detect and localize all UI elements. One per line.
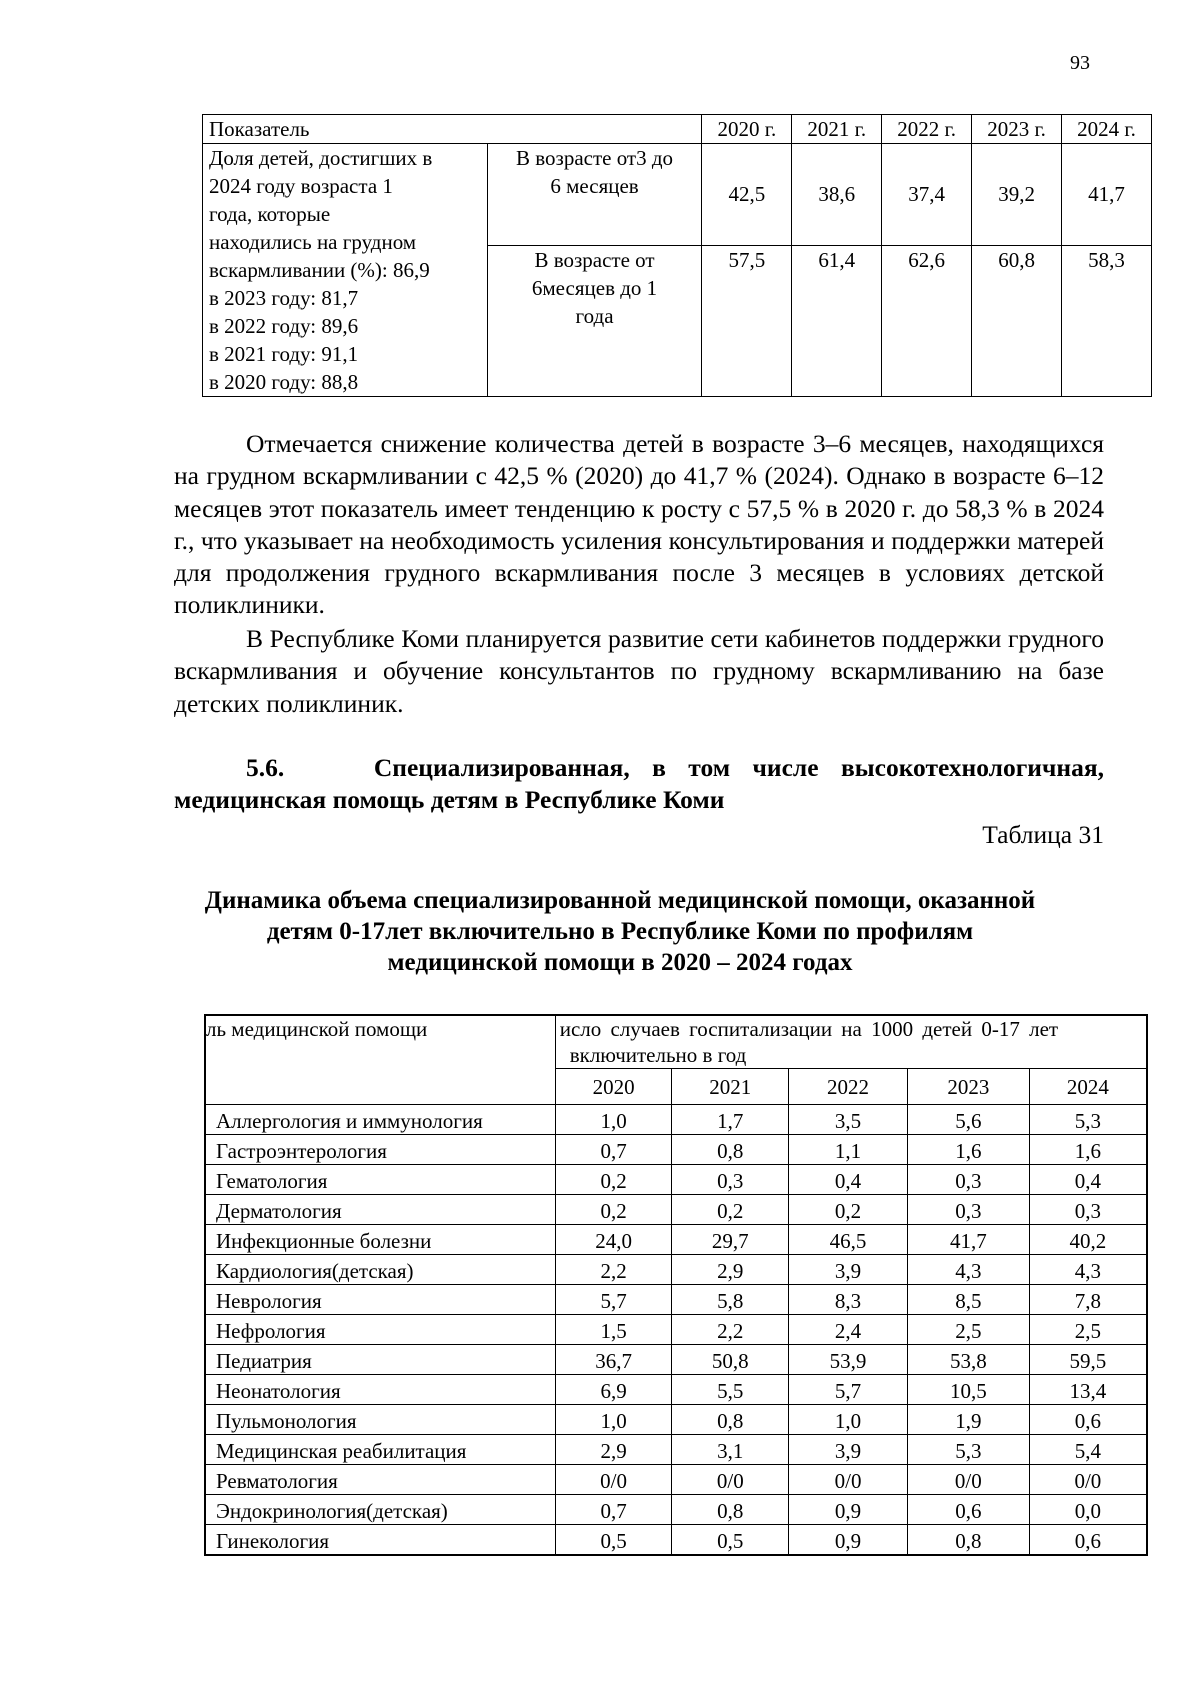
value-cell: 6,9 <box>555 1375 672 1405</box>
value-cell: 8,5 <box>907 1285 1029 1315</box>
value-cell: 53,9 <box>789 1345 908 1375</box>
value-cell: 0,5 <box>555 1525 672 1555</box>
age-line: В возрасте от <box>534 247 655 272</box>
value-cell: 41,7 <box>907 1225 1029 1255</box>
value-cell: 0,3 <box>907 1195 1029 1225</box>
profile-cell: Ревматология <box>205 1465 555 1495</box>
value-cell: 3,9 <box>789 1255 908 1285</box>
table-header-row <box>203 115 1152 144</box>
value-cell: 2,2 <box>555 1255 672 1285</box>
age-group-cell <box>487 245 702 396</box>
indicator-cell <box>203 144 488 397</box>
table-row <box>205 1495 1147 1525</box>
profile-cell: Эндокринология(детская) <box>205 1495 555 1525</box>
table-title-line: медицинской помощи в 2020 – 2024 годах <box>387 949 853 976</box>
value-cell: 0/0 <box>789 1465 908 1495</box>
value-cell: 1,6 <box>907 1135 1029 1165</box>
age-group-cell <box>487 144 702 246</box>
header-year: 2021 г. <box>792 115 882 144</box>
section-number: 5.6. <box>246 753 285 782</box>
value-cell: 1,1 <box>789 1135 908 1165</box>
value-cell: 1,0 <box>555 1405 672 1435</box>
paragraph-text: В Республике Коми планируется развитие сети кабинетов поддержки грудного вскармливания и обучение консультантов по грудному вскармливанию на базе детских поликлиник. <box>174 624 1104 718</box>
profile-cell: Медицинская реабилитация <box>205 1435 555 1465</box>
value-cell: 57,5 <box>702 245 792 396</box>
page-number: 93 <box>1070 52 1090 74</box>
value-cell: 1,5 <box>555 1315 672 1345</box>
profile-cell: Неонатология <box>205 1375 555 1405</box>
value-cell: 0/0 <box>672 1465 789 1495</box>
value-cell: 0,2 <box>555 1165 672 1195</box>
table-row <box>205 1375 1147 1405</box>
value-cell: 0,3 <box>907 1165 1029 1195</box>
value-cell: 0,8 <box>672 1405 789 1435</box>
value-cell: 5,7 <box>789 1375 908 1405</box>
age-line: 6месяцев до 1 <box>531 275 658 300</box>
profile-cell: Нефрология <box>205 1315 555 1345</box>
table-title <box>120 885 1120 978</box>
value-cell: 38,6 <box>792 144 882 246</box>
header-indicator: Показатель <box>203 115 702 144</box>
value-cell: 37,4 <box>882 144 972 246</box>
table-row <box>205 1165 1147 1195</box>
section-title: Специализированная, в том числе высокотехнологичная, медицинская помощь детям в Республике Коми <box>174 753 1104 814</box>
table-header-row <box>205 1015 1147 1069</box>
header-year: 2020 г. <box>702 115 792 144</box>
value-cell: 2,2 <box>672 1315 789 1345</box>
value-cell: 1,9 <box>907 1405 1029 1435</box>
value-cell: 3,5 <box>789 1105 908 1135</box>
table-title-line: детям 0-17лет включительно в Республике Коми по профилям <box>266 918 974 945</box>
profile-cell: Инфекционные болезни <box>205 1225 555 1255</box>
value-cell: 0/0 <box>555 1465 672 1495</box>
table-row <box>205 1255 1147 1285</box>
header-cases <box>555 1015 1147 1069</box>
value-cell: 0,8 <box>907 1525 1029 1555</box>
value-cell: 40,2 <box>1029 1225 1147 1255</box>
value-cell: 5,6 <box>907 1105 1029 1135</box>
indicator-line: в 2022 году: 89,6 <box>209 314 359 338</box>
value-cell: 5,3 <box>907 1435 1029 1465</box>
table-row <box>205 1195 1147 1225</box>
value-cell: 2,5 <box>907 1315 1029 1345</box>
value-cell: 2,4 <box>789 1315 908 1345</box>
value-cell: 4,3 <box>907 1255 1029 1285</box>
header-year: 2022 <box>789 1069 908 1105</box>
table-label: Таблица 31 <box>982 820 1104 849</box>
indicator-line: в 2023 году: 81,7 <box>209 286 359 310</box>
profile-cell: Гинекология <box>205 1525 555 1555</box>
hospitalization-table <box>204 1014 1148 1556</box>
header-year: 2024 г. <box>1062 115 1152 144</box>
value-cell: 0,5 <box>672 1525 789 1555</box>
value-cell: 29,7 <box>672 1225 789 1255</box>
table-row <box>203 144 1152 246</box>
profile-cell: Дерматология <box>205 1195 555 1225</box>
section-heading <box>174 752 1104 816</box>
header-year: 2023 <box>907 1069 1029 1105</box>
age-line: 6 месяцев <box>550 174 639 198</box>
value-cell: 0/0 <box>1029 1465 1147 1495</box>
value-cell: 41,7 <box>1062 144 1152 246</box>
value-cell: 0,7 <box>555 1495 672 1525</box>
table-row <box>205 1315 1147 1345</box>
indicator-line: Доля детей, достигших в <box>209 146 433 170</box>
value-cell: 0,6 <box>1029 1525 1147 1555</box>
value-cell: 5,8 <box>672 1285 789 1315</box>
value-cell: 0,4 <box>789 1165 908 1195</box>
table-row <box>205 1405 1147 1435</box>
indicator-line: вскармливании (%): 86,9 <box>209 258 430 282</box>
profile-cell: Педиатрия <box>205 1345 555 1375</box>
value-cell: 50,8 <box>672 1345 789 1375</box>
value-cell: 0,0 <box>1029 1495 1147 1525</box>
value-cell: 2,9 <box>555 1435 672 1465</box>
header-year: 2023 г. <box>972 115 1062 144</box>
age-line: года <box>575 303 614 328</box>
value-cell: 4,3 <box>1029 1255 1147 1285</box>
value-cell: 1,7 <box>672 1105 789 1135</box>
value-cell: 0,7 <box>555 1135 672 1165</box>
breastfeeding-table <box>202 114 1152 397</box>
table-row <box>205 1345 1147 1375</box>
indicator-line: 2024 году возраста 1 <box>209 174 393 198</box>
value-cell: 1,6 <box>1029 1135 1147 1165</box>
value-cell: 0,6 <box>907 1495 1029 1525</box>
paragraph-komi-plans <box>174 623 1104 720</box>
profile-cell: Гастроэнтерология <box>205 1135 555 1165</box>
value-cell: 53,8 <box>907 1345 1029 1375</box>
value-cell: 61,4 <box>792 245 882 396</box>
indicator-line: года, которые <box>209 202 331 226</box>
value-cell: 8,3 <box>789 1285 908 1315</box>
age-line: В возрасте от3 до <box>516 146 674 170</box>
profile-cell: Гематология <box>205 1165 555 1195</box>
indicator-line: находились на грудном <box>209 230 417 254</box>
value-cell: 0,4 <box>1029 1165 1147 1195</box>
value-cell: 58,3 <box>1062 245 1152 396</box>
profile-cell: Кардиология(детская) <box>205 1255 555 1285</box>
value-cell: 0,3 <box>672 1165 789 1195</box>
value-cell: 1,0 <box>789 1405 908 1435</box>
header-year: 2021 <box>672 1069 789 1105</box>
value-cell: 0,6 <box>1029 1405 1147 1435</box>
table-body <box>205 1105 1147 1555</box>
value-cell: 0,2 <box>672 1195 789 1225</box>
value-cell: 7,8 <box>1029 1285 1147 1315</box>
table-row <box>205 1465 1147 1495</box>
paragraph-breastfeeding-trend <box>174 428 1104 622</box>
header-year: 2020 <box>555 1069 672 1105</box>
profile-cell: Неврология <box>205 1285 555 1315</box>
table-row <box>205 1285 1147 1315</box>
header-year: 2024 <box>1029 1069 1147 1105</box>
profile-cell: Аллергология и иммунология <box>205 1105 555 1135</box>
table-row <box>205 1435 1147 1465</box>
value-cell: 0,3 <box>1029 1195 1147 1225</box>
header-profile <box>205 1015 555 1105</box>
paragraph-text: Отмечается снижение количества детей в возрасте 3–6 месяцев, находящихся на грудном вскармливании с 42,5 % (2020) до 41,7 % (2024). Однако в возрасте 6–12 месяцев этот показатель имеет тенденцию к росту с 57,5 % в 2020 г. до 58,3 % в 2024 г., что указывает на необходимость усиления консультирования и поддержки матерей для продолжения грудного вскармливания после 3 месяцев в условиях детской поликлиники. <box>174 429 1104 620</box>
value-cell: 5,4 <box>1029 1435 1147 1465</box>
value-cell: 5,7 <box>555 1285 672 1315</box>
value-cell: 46,5 <box>789 1225 908 1255</box>
value-cell: 0,9 <box>789 1525 908 1555</box>
value-cell: 0,2 <box>555 1195 672 1225</box>
value-cell: 5,3 <box>1029 1105 1147 1135</box>
indicator-line: в 2020 году: 88,8 <box>209 370 359 394</box>
value-cell: 36,7 <box>555 1345 672 1375</box>
value-cell: 62,6 <box>882 245 972 396</box>
indicator-line: в 2021 году: 91,1 <box>209 342 359 366</box>
value-cell: 59,5 <box>1029 1345 1147 1375</box>
value-cell: 10,5 <box>907 1375 1029 1405</box>
header-cases-line: исло случаев госпитализации на 1000 детей 0-17 лет <box>559 1017 1059 1041</box>
value-cell: 24,0 <box>555 1225 672 1255</box>
value-cell: 13,4 <box>1029 1375 1147 1405</box>
value-cell: 0,8 <box>672 1135 789 1165</box>
profile-cell: Пульмонология <box>205 1405 555 1435</box>
header-year: 2022 г. <box>882 115 972 144</box>
table-title-line: Динамика объема специализированной медицинской помощи, оказанной <box>204 887 1036 914</box>
table-row <box>205 1135 1147 1165</box>
header-profile-text: ль медицинской помощи <box>206 1017 428 1041</box>
value-cell: 1,0 <box>555 1105 672 1135</box>
value-cell: 3,9 <box>789 1435 908 1465</box>
value-cell: 2,5 <box>1029 1315 1147 1345</box>
value-cell: 0,8 <box>672 1495 789 1525</box>
table-row <box>205 1105 1147 1135</box>
value-cell: 5,5 <box>672 1375 789 1405</box>
value-cell: 39,2 <box>972 144 1062 246</box>
value-cell: 60,8 <box>972 245 1062 396</box>
value-cell: 3,1 <box>672 1435 789 1465</box>
value-cell: 0/0 <box>907 1465 1029 1495</box>
value-cell: 42,5 <box>702 144 792 246</box>
value-cell: 0,9 <box>789 1495 908 1525</box>
table-row <box>205 1225 1147 1255</box>
table-row <box>205 1525 1147 1555</box>
value-cell: 0,2 <box>789 1195 908 1225</box>
header-cases-line: включительно в год <box>569 1043 747 1067</box>
value-cell: 2,9 <box>672 1255 789 1285</box>
